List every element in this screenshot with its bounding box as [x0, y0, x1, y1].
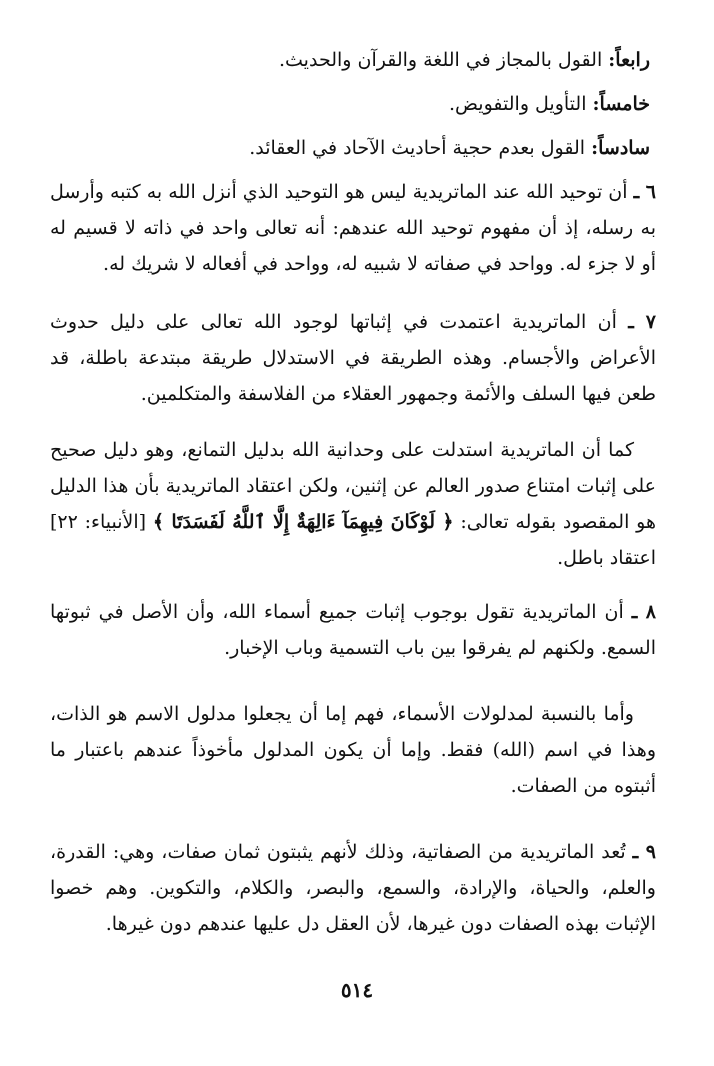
paragraph-number: ٧ ـ [628, 311, 657, 333]
list-item-head: سادساً: [591, 137, 650, 159]
paragraph-number: ٨ ـ [631, 601, 657, 623]
page-number: ٥١٤ [340, 978, 374, 1002]
paragraph-7 [50, 304, 656, 412]
paragraph-9 [50, 834, 656, 942]
list-item-head: خامساً: [592, 93, 650, 115]
list-item [50, 42, 656, 78]
list-item-text: القول بعدم حجية أحاديث الآحاد في العقائد. [249, 137, 586, 159]
paragraph-8-continued [50, 696, 656, 804]
list-item-text: القول بالمجاز في اللغة والقرآن والحديث. [278, 49, 603, 71]
quran-verse: ﴿ لَوْكَانَ فِيهِمَآ ءَالِهَةٌ إِلَّا ٱللَّهُ لَفَسَدَتَا ﴾ [152, 511, 454, 533]
paragraph-text: كما أن الماتريدية استدلت على وحدانية الله بدليل التمانع، وهو دليل صحيح على إثبات امتناع صدور العالم عن إثنين، ولكن اعتقاد الماتريدية بأن هذا الدليل هو المقصود بقوله تعالى: [50, 439, 657, 533]
page-content [50, 42, 656, 942]
paragraph-8 [50, 594, 656, 666]
paragraph-number: ٩ ـ [632, 841, 656, 863]
paragraph-text: تُعد الماتريدية من الصفاتية، وذلك لأنهم يثبتون ثمان صفات، وهي: القدرة، والعلم، والحياة، والإرادة، والسمع، والبصر، والكلام، والتكوين. وهم خصوا الإثبات بهذه الصفات دون غيرها، لأن العقل دل عليها عندهم دون غيرها. [50, 841, 656, 935]
paragraph-text: وأما بالنسبة لمدلولات الأسماء، فهم إما أن يجعلوا مدلول الاسم هو الذات، وهذا في اسم (الله) فقط. وإما أن يكون المدلول مأخوذاً عندهم باعتبار ما أثبتوه من الصفات. [50, 703, 656, 797]
list-item-head: رابعاً: [608, 49, 650, 71]
paragraph-text: أن الماتريدية تقول بوجوب إثبات جميع أسماء الله، وأن الأصل في ثبوتها السمع. ولكنهم لم يفرقوا بين باب التسمية وباب الإخبار. [50, 601, 656, 659]
list-item-text: التأويل والتفويض. [448, 93, 587, 115]
paragraph-6 [50, 174, 656, 282]
paragraph-text: أن توحيد الله عند الماتريدية ليس هو التوحيد الذي أنزل الله به كتبه وأرسل به رسله، إذ أن مفهوم توحيد الله عندهم: أنه تعالى واحد في ذاته لا قسيم له أو لا جزء له. وواحد في صفاته لا شبيه له، وواحد في أفعاله لا شريك له. [50, 181, 656, 275]
paragraph-text-end: اعتقاد باطل. [557, 547, 656, 569]
paragraph-number: ٦ ـ [633, 181, 656, 203]
list-item [50, 86, 656, 122]
points-list [50, 42, 656, 166]
paragraph-7-continued [50, 432, 656, 576]
list-item [50, 130, 656, 166]
paragraph-text: أن الماتريدية اعتمدت في إثباتها لوجود الله تعالى على دليل حدوث الأعراض والأجسام. وهذه الطريقة في الاستدلال طريقة مبتدعة باطلة، قد طعن فيها السلف والأئمة وجمهور العقلاء من الفلاسفة والمتكلمين. [50, 311, 656, 405]
verse-reference: [الأنبياء: ٢٢] [50, 511, 147, 533]
